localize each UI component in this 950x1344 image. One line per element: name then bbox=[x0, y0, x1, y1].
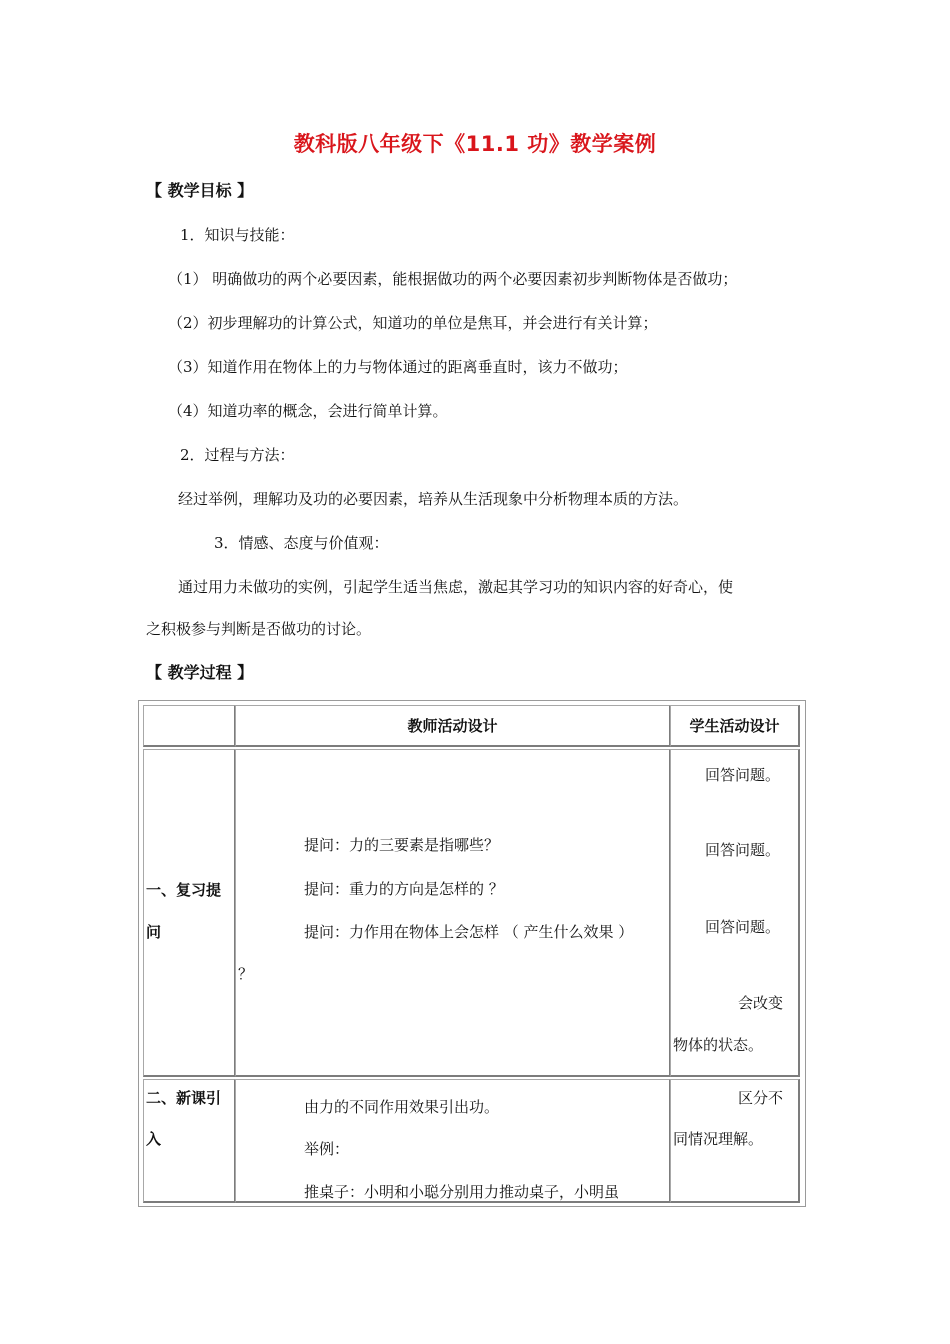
teacher-cell-intro bbox=[235, 1079, 671, 1203]
student-cell-intro bbox=[670, 1079, 800, 1203]
student-intro-line-1: 区分不 bbox=[738, 1089, 784, 1107]
student-review-answer-2: 回答问题。 bbox=[705, 841, 781, 859]
stage-cell-review bbox=[143, 749, 236, 1077]
teaching-process-table bbox=[138, 700, 806, 1207]
teacher-intro-line-3: 推桌子：小明和小聪分别用力推动桌子，小明虽 bbox=[304, 1183, 620, 1201]
teacher-intro-line-1: 由力的不同作用效果引出功。 bbox=[304, 1098, 500, 1116]
emotion-text-line-1: 通过用力未做功的实例，引起学生适当焦虑，激起其学习功的知识内容的好奇心，使 bbox=[178, 578, 734, 596]
objective-item-2: （2）初步理解功的计算公式，知道功的单位是焦耳，并会进行有关计算； bbox=[168, 314, 658, 332]
emotion-text-line-2: 之积极参与判断是否做功的讨论。 bbox=[146, 620, 372, 638]
objective-item-3: （3）知道作用在物体上的力与物体通过的距离垂直时，该力不做功； bbox=[168, 358, 628, 376]
student-review-answer-3: 回答问题。 bbox=[705, 918, 781, 936]
knowledge-heading: 1．知识与技能： bbox=[180, 226, 295, 244]
teacher-review-question-3-end: ？ bbox=[238, 965, 254, 983]
emotion-heading: 3．情感、态度与价值观： bbox=[214, 534, 389, 552]
header-teacher-cell bbox=[235, 705, 671, 747]
student-column-header: 学生活动设计 bbox=[689, 717, 780, 735]
stage-intro-line-1: 二、新课引 bbox=[146, 1089, 222, 1107]
student-intro-line-2: 同情况理解。 bbox=[673, 1130, 764, 1148]
teacher-column-header: 教师活动设计 bbox=[407, 717, 498, 735]
objective-item-4: （4）知道功率的概念，会进行简单计算。 bbox=[168, 402, 448, 420]
process-method-heading: 2．过程与方法： bbox=[180, 446, 295, 464]
teacher-intro-line-2: 举例： bbox=[304, 1140, 350, 1158]
stage-review-line-2: 问 bbox=[146, 923, 162, 941]
student-review-answer-1: 回答问题。 bbox=[705, 766, 781, 784]
stage-intro-line-2: 入 bbox=[146, 1130, 162, 1148]
student-cell-review bbox=[670, 749, 800, 1077]
teacher-cell-review bbox=[235, 749, 671, 1077]
objective-item-1: （1） 明确做功的两个必要因素，能根据做功的两个必要因素初步判断物体是否做功； bbox=[168, 270, 738, 288]
header-student-cell bbox=[670, 705, 800, 747]
objectives-heading: 【 教学目标 】 bbox=[146, 181, 254, 200]
header-stage-cell bbox=[143, 705, 236, 747]
teacher-review-question-2: 提问：重力的方向是怎样的 ？ bbox=[304, 880, 504, 898]
teacher-review-question-1: 提问：力的三要素是指哪些？ bbox=[304, 836, 500, 854]
document-title: 教科版八年级下《11.1 功》教学案例 bbox=[293, 132, 657, 156]
student-review-answer-5: 物体的状态。 bbox=[673, 1036, 764, 1054]
process-method-text: 经过举例，理解功及功的必要因素，培养从生活现象中分析物理本质的方法。 bbox=[178, 490, 689, 508]
teacher-review-question-3: 提问：力作用在物体上会怎样 （ 产生什么效果 ） bbox=[304, 923, 634, 941]
process-heading: 【 教学过程 】 bbox=[146, 663, 254, 682]
student-review-answer-4: 会改变 bbox=[738, 994, 784, 1012]
stage-review-line-1: 一、复习提 bbox=[146, 881, 222, 899]
stage-cell-intro bbox=[143, 1079, 236, 1203]
